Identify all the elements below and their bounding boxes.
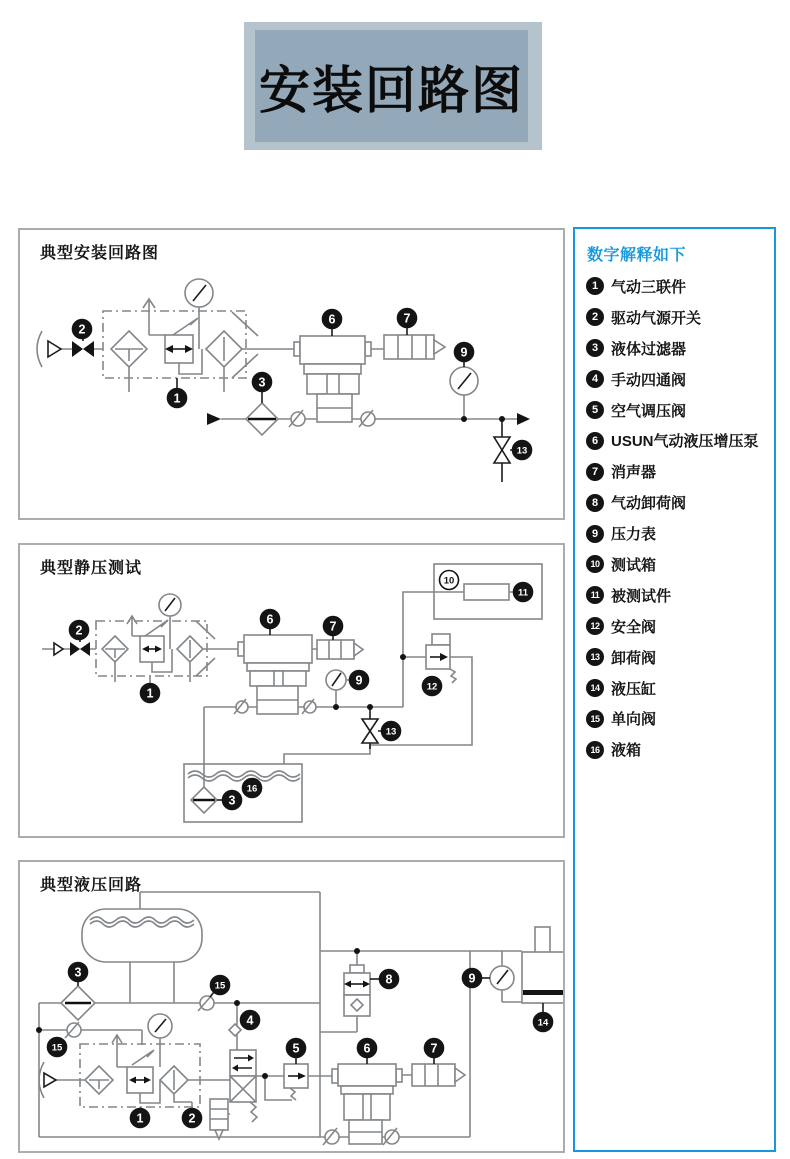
svg-text:11: 11: [517, 587, 529, 599]
marker-2: [183, 1109, 202, 1128]
exhaust-valve: [210, 1099, 228, 1130]
legend-item: [586, 364, 774, 395]
spring: [250, 1102, 257, 1122]
supply-valve-2: [70, 642, 90, 656]
legend-item: [586, 395, 774, 426]
marker-5: [287, 1039, 306, 1058]
regulator-flag: [132, 1050, 154, 1065]
legend-number-badge: 1: [586, 277, 604, 295]
flow-in-arrow: [207, 413, 221, 425]
marker-10: [440, 571, 459, 590]
panel-title: 典型静压测试: [40, 560, 143, 577]
diagram-static-pressure-test: [20, 545, 563, 836]
svg-text:5: 5: [292, 1041, 300, 1056]
unload-valve-13: [362, 719, 378, 743]
diagram-hydraulic-circuit: [20, 862, 563, 1151]
booster-pump: [244, 635, 312, 663]
legend-number-badge: 11: [586, 586, 604, 604]
svg-text:7: 7: [430, 1041, 438, 1056]
marker-9: [463, 969, 482, 988]
legend-item: [586, 487, 774, 518]
check-valve: [361, 412, 375, 426]
legend-panel: [573, 227, 776, 1152]
svg-text:3: 3: [258, 375, 266, 390]
legend-item-label: 手动四通阀: [611, 371, 687, 389]
svg-text:1: 1: [146, 686, 154, 701]
relief-vent: [143, 299, 165, 335]
svg-text:9: 9: [468, 971, 476, 986]
legend-item: [586, 642, 774, 673]
marker-1: [131, 1109, 150, 1128]
legend-number-badge: 16: [586, 741, 604, 759]
legend-item-label: 消声器: [611, 464, 657, 482]
legend-number-badge: 6: [586, 432, 604, 450]
svg-text:9: 9: [355, 673, 363, 688]
legend-item: [586, 673, 774, 704]
svg-text:16: 16: [246, 783, 258, 795]
marker-7: [425, 1039, 444, 1058]
svg-text:6: 6: [363, 1041, 371, 1056]
legend-item-label: 气动三联件: [611, 278, 687, 296]
legend-header: 数字解释如下: [587, 247, 687, 264]
marker-13: [513, 441, 532, 460]
marker-1: [141, 684, 160, 703]
marker-8: [380, 970, 399, 989]
svg-text:14: 14: [537, 1017, 549, 1029]
marker-9: [455, 343, 474, 362]
marker-7: [324, 617, 343, 636]
check-valve-15: [200, 996, 214, 1010]
legend-item-label: 单向阀: [611, 711, 657, 729]
marker-6: [323, 310, 342, 329]
supply-valve-2: [72, 341, 94, 357]
svg-text:7: 7: [329, 619, 337, 634]
regulator-flag: [170, 318, 198, 337]
marker-11: [514, 583, 533, 602]
legend-item: [586, 580, 774, 611]
page-title: 安装回路图: [258, 61, 524, 121]
spring: [290, 1088, 296, 1100]
unload-valve-13: [494, 437, 510, 463]
marker-15: [211, 976, 230, 995]
legend-item-label: USUN气动液压增压泵: [611, 433, 759, 451]
check-valve-15: [67, 1023, 81, 1037]
svg-text:2: 2: [75, 623, 83, 638]
legend-item: [586, 549, 774, 580]
svg-text:4: 4: [246, 1013, 254, 1028]
legend-item-label: 液体过滤器: [611, 340, 687, 358]
legend-item: [586, 611, 774, 642]
legend-item: [586, 271, 774, 302]
legend-item: [586, 703, 774, 734]
svg-text:2: 2: [188, 1111, 196, 1126]
marker-7: [398, 309, 417, 328]
marker-14: [534, 1013, 553, 1032]
legend-item: [586, 333, 774, 364]
muffler-symbol: [412, 1064, 455, 1086]
svg-text:1: 1: [173, 391, 181, 406]
marker-2: [70, 621, 89, 640]
legend-item-label: 液压缸: [611, 680, 657, 698]
panel-hydraulic-circuit: [18, 860, 565, 1153]
marker-9: [350, 671, 369, 690]
svg-text:6: 6: [266, 612, 274, 627]
svg-text:12: 12: [426, 681, 438, 693]
flow-out-arrow: [517, 413, 530, 425]
svg-text:9: 9: [460, 345, 468, 360]
svg-text:6: 6: [328, 312, 336, 327]
marker-6: [358, 1039, 377, 1058]
marker-12: [423, 677, 442, 696]
legend-item-label: 卸荷阀: [611, 649, 657, 667]
marker-16: [243, 779, 262, 798]
air-source-icon: [54, 643, 63, 655]
legend-number-badge: 9: [586, 525, 604, 543]
air-source-icon: [44, 1073, 56, 1087]
booster-pump: [300, 336, 365, 364]
legend-item-label: 空气调压阀: [611, 402, 687, 420]
manual-lever: [229, 1024, 241, 1036]
legend-item-label: 气动卸荷阀: [611, 495, 687, 513]
air-source-arc: [37, 331, 42, 367]
svg-text:13: 13: [516, 445, 528, 457]
diagram-typical-installation: [20, 230, 563, 518]
legend-item-label: 液箱: [611, 742, 642, 760]
hydraulic-cylinder-14: [522, 952, 563, 1003]
legend-item: [586, 302, 774, 333]
marker-3: [223, 791, 242, 810]
svg-text:15: 15: [214, 980, 226, 992]
legend-number-badge: 7: [586, 463, 604, 481]
svg-text:3: 3: [228, 793, 236, 808]
legend-number-badge: 10: [586, 555, 604, 573]
legend-item-label: 被测试件: [611, 587, 672, 605]
panel-title: 典型液压回路: [40, 877, 143, 894]
svg-text:2: 2: [78, 322, 86, 337]
muffler-symbol: [317, 640, 354, 659]
svg-text:7: 7: [403, 311, 411, 326]
legend-item-label: 压力表: [611, 526, 657, 544]
panel-title: 典型安装回路图: [40, 245, 160, 262]
svg-text:15: 15: [51, 1042, 63, 1054]
legend-item: [586, 456, 774, 487]
legend-item: [586, 425, 774, 456]
title-banner: [244, 22, 542, 150]
svg-text:8: 8: [385, 972, 393, 987]
marker-6: [261, 610, 280, 629]
svg-text:13: 13: [385, 726, 397, 738]
marker-15: [48, 1038, 67, 1057]
marker-4: [241, 1011, 260, 1030]
legend-number-badge: 12: [586, 617, 604, 635]
air-source-icon: [48, 341, 61, 357]
marker-2: [73, 320, 92, 339]
relief-vent: [112, 1035, 127, 1067]
legend-number-badge: 3: [586, 339, 604, 357]
four-way-valve-4: [230, 1050, 256, 1076]
marker-13: [382, 722, 401, 741]
marker-1: [168, 389, 187, 408]
marker-3: [253, 373, 272, 392]
regulator-flag: [145, 620, 168, 636]
svg-text:1: 1: [136, 1111, 144, 1126]
panel-static-pressure-test: [18, 543, 565, 838]
check-valve: [291, 412, 305, 426]
legend-item-label: 测试箱: [611, 556, 657, 574]
legend-number-badge: 2: [586, 308, 604, 326]
relief-vent: [127, 616, 140, 636]
legend-number-badge: 14: [586, 679, 604, 697]
legend-item: [586, 518, 774, 549]
legend-item-label: 安全阀: [611, 618, 657, 636]
legend-number-badge: 5: [586, 401, 604, 419]
svg-text:10: 10: [443, 575, 455, 587]
title-banner-inner: [255, 30, 528, 142]
booster-pump: [338, 1064, 396, 1086]
legend-number-badge: 4: [586, 370, 604, 388]
legend-number-badge: 13: [586, 648, 604, 666]
spring: [450, 669, 456, 683]
panel-typical-installation: [18, 228, 565, 520]
tested-part-11: [464, 584, 509, 600]
legend-list: [575, 271, 774, 765]
marker-3: [69, 963, 88, 982]
svg-text:3: 3: [74, 965, 82, 980]
legend-item-label: 驱动气源开关: [611, 309, 702, 327]
legend-number-badge: 15: [586, 710, 604, 728]
legend-number-badge: 8: [586, 494, 604, 512]
legend-item: [586, 734, 774, 765]
